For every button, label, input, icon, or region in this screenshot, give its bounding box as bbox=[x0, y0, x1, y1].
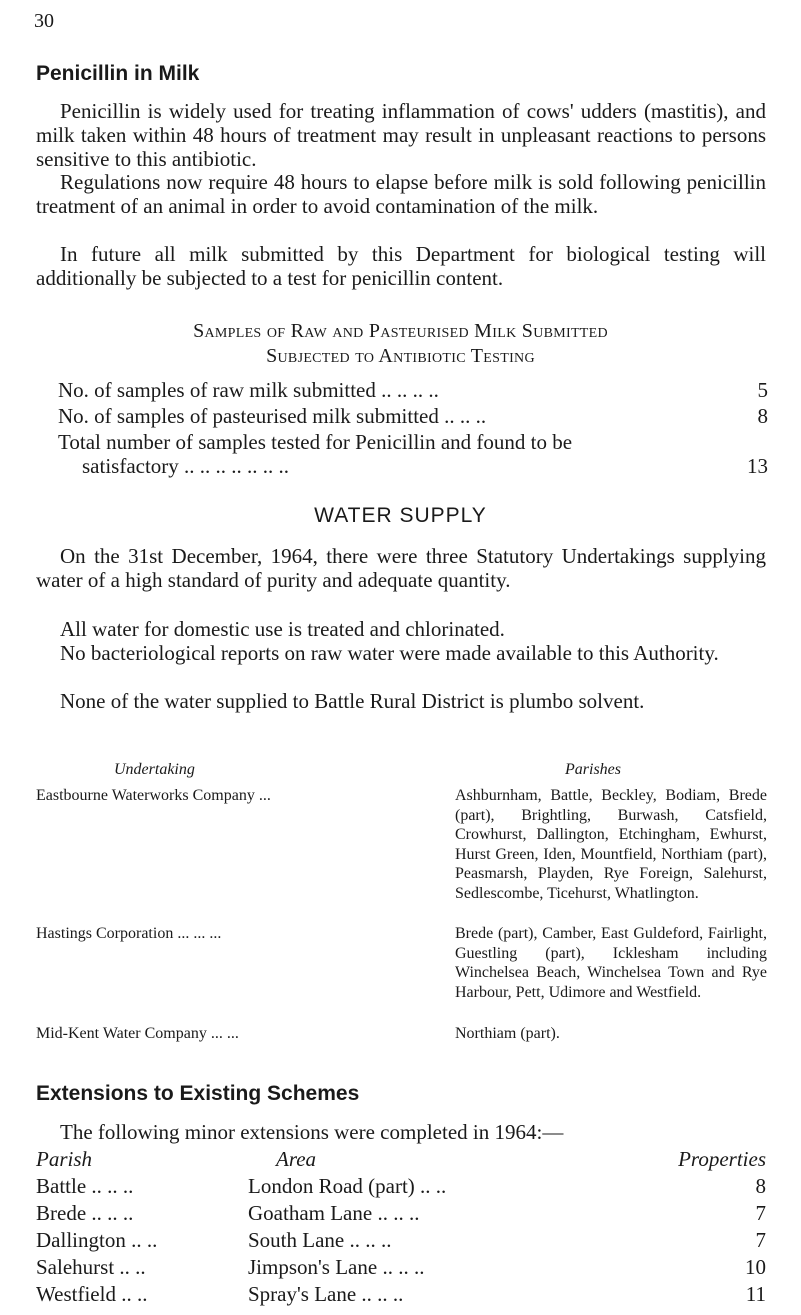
table-row bbox=[36, 1255, 766, 1281]
penicillin-paragraph-2: Regulations now require 48 hours to elapse before milk is sold following penicillin treatment of an animal in order to avoid contamination of the milk. bbox=[36, 170, 766, 218]
table-row bbox=[36, 1228, 766, 1254]
undertaking-name: Hastings Corporation ... ... ... bbox=[36, 925, 222, 942]
properties-cell: 8 bbox=[755, 1174, 766, 1198]
extensions-heading: Extensions to Existing Schemes bbox=[36, 1082, 360, 1105]
properties-cell: 10 bbox=[745, 1255, 766, 1279]
milk-row-total bbox=[58, 430, 768, 454]
milk-table-title-line-2: Subjected to Antibiotic Testing bbox=[266, 345, 535, 367]
undertaking-name: Eastbourne Waterworks Company ... bbox=[36, 787, 271, 804]
page-number: 30 bbox=[34, 10, 54, 32]
properties-cell: 7 bbox=[755, 1228, 766, 1252]
extensions-intro: The following minor extensions were completed in 1964:— bbox=[60, 1120, 564, 1144]
properties-cell: 7 bbox=[755, 1201, 766, 1225]
area-cell: Goatham Lane .. .. .. bbox=[248, 1201, 420, 1225]
table-row bbox=[36, 1282, 766, 1308]
properties-cell: 11 bbox=[745, 1282, 766, 1306]
penicillin-paragraph-3: In future all milk submitted by this Department for biological testing will additionally be subjected to a test for penicillin content. bbox=[36, 242, 766, 290]
parishes-column-header: Parishes bbox=[565, 761, 621, 778]
water-supply-heading: WATER SUPPLY bbox=[314, 504, 487, 527]
milk-row-pasteurised bbox=[58, 404, 768, 428]
parish-column-header: Parish bbox=[36, 1147, 93, 1171]
penicillin-paragraph-1: Penicillin is widely used for treating inflammation of cows' udders (mastitis), and milk taken within 48 hours of treatment may result in unpleasant reactions to persons sensitive to this antibiotic. bbox=[36, 99, 766, 171]
properties-column-header: Properties bbox=[678, 1147, 766, 1171]
row-value: 13 bbox=[747, 454, 768, 478]
undertaking-column-header: Undertaking bbox=[114, 761, 195, 778]
area-cell: Spray's Lane .. .. .. bbox=[248, 1282, 404, 1306]
area-column-header: Area bbox=[276, 1147, 317, 1171]
water-paragraph-4: None of the water supplied to Battle Rural District is plumbo solvent. bbox=[60, 689, 645, 713]
undertaking-parishes: Brede (part), Camber, East Guldeford, Fairlight, Guestling (part), Icklesham including Winchelsea Beach, Winchelsea Town and Rye Harbour, Pett, Udimore and Westfield. bbox=[455, 925, 767, 1001]
parish-cell: Salehurst .. .. bbox=[36, 1255, 146, 1279]
undertaking-parishes: Ashburnham, Battle, Beckley, Bodiam, Brede (part), Brightling, Burwash, Catsfield, Crowhurst, Dallington, Etchingham, Ewhurst, Hurst Green, Iden, Mountfield, Northiam (part), Peasmarsh, Playden, Rye Foreign, Salehurst, Sedlescombe, Ticehurst, Whatlington. bbox=[455, 787, 767, 902]
parish-cell: Westfield .. .. bbox=[36, 1282, 148, 1306]
row-label: No. of samples of pasteurised milk submitted .. .. .. bbox=[58, 404, 487, 428]
water-paragraph-2: All water for domestic use is treated and chlorinated. bbox=[60, 617, 505, 641]
row-value: 8 bbox=[757, 404, 768, 428]
milk-row-satisfactory bbox=[82, 454, 768, 478]
area-cell: Jimpson's Lane .. .. .. bbox=[248, 1255, 425, 1279]
penicillin-heading: Penicillin in Milk bbox=[36, 62, 200, 85]
extensions-header-row bbox=[36, 1147, 766, 1173]
area-cell: South Lane .. .. .. bbox=[248, 1228, 392, 1252]
parish-cell: Brede .. .. .. bbox=[36, 1201, 134, 1225]
row-value: 5 bbox=[757, 378, 768, 402]
table-row bbox=[36, 1201, 766, 1227]
area-cell: London Road (part) .. .. bbox=[248, 1174, 447, 1198]
undertaking-parishes: Northiam (part). bbox=[455, 1025, 560, 1042]
table-row bbox=[36, 1174, 766, 1200]
row-label: Total number of samples tested for Penicillin and found to be bbox=[58, 430, 573, 454]
milk-table-title-line-1: Samples of Raw and Pasteurised Milk Submitted bbox=[193, 320, 608, 342]
undertaking-name: Mid-Kent Water Company ... ... bbox=[36, 1025, 239, 1042]
parish-cell: Battle .. .. .. bbox=[36, 1174, 134, 1198]
parish-cell: Dallington .. .. bbox=[36, 1228, 158, 1252]
water-paragraph-1: On the 31st December, 1964, there were three Statutory Undertakings supplying water of a high standard of purity and adequate quantity. bbox=[36, 544, 766, 592]
water-paragraph-3: No bacteriological reports on raw water were made available to this Authority. bbox=[60, 641, 719, 665]
row-label: satisfactory .. .. .. .. .. .. .. bbox=[82, 454, 290, 478]
row-label: No. of samples of raw milk submitted .. .. .. .. bbox=[58, 378, 439, 402]
milk-row-raw bbox=[58, 378, 768, 402]
